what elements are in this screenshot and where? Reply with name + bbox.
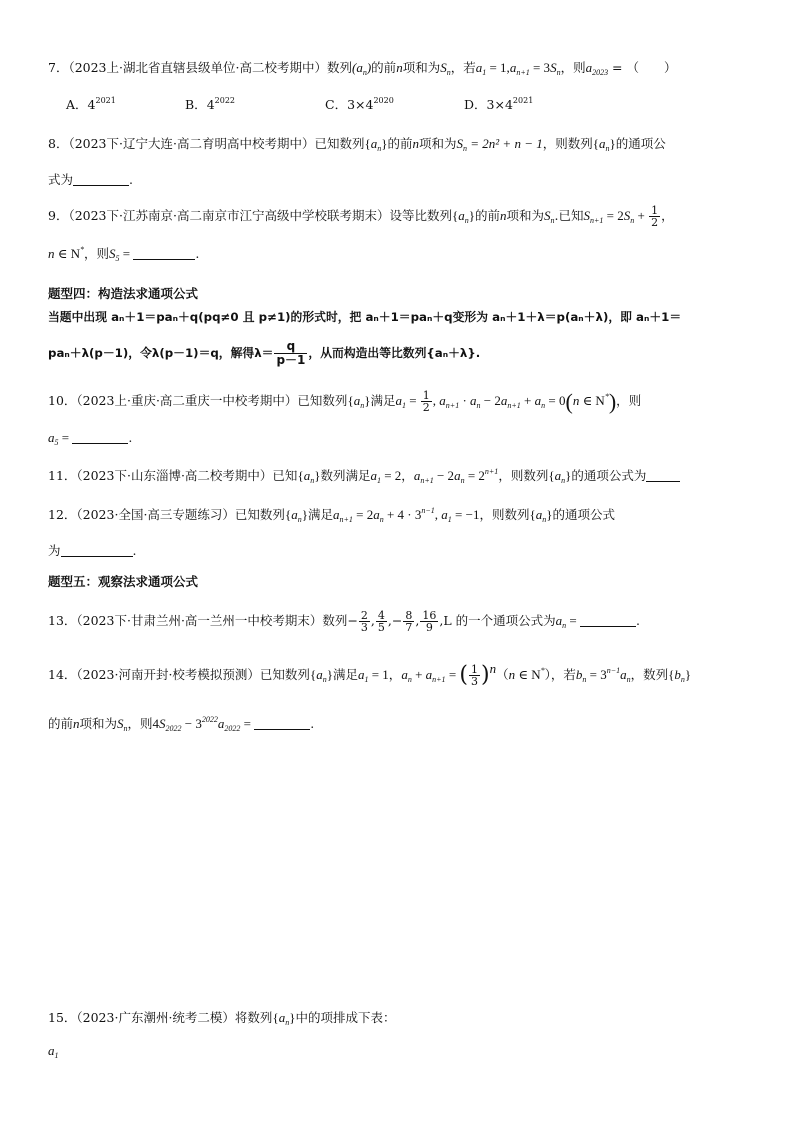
question-source: （2023·河南开封·校考模拟预测） [76,667,260,682]
section-heading-type5: 题型五：观察法求通项公式 [48,574,199,589]
question-source: （2023下·辽宁大连·高二育明高中校考期中） [68,136,315,151]
question-7: 7．（2023上·湖北省直辖县级单位·高二校考期中）数列$(a_n)$的前n项和为$S_n$，若$a_1 = 1,a_{n+1} = 3S_n$，则$a_{2023}$ = （ ） [48,60,677,77]
question-source: （2023·广东潮州·统考二模） [76,1010,235,1025]
option-b[interactable]: B．$4^{2022}$ [185,96,235,112]
answer-blank[interactable] [73,173,129,186]
question-source: （2023上·重庆·高二重庆一中校考期中） [76,393,298,408]
table-first-term: $a_1$ [48,1043,59,1060]
question-12: 12．（2023·全国·高三专题练习）已知数列$\{a_n\}$满足$a_{n+1} = 2a_n + 4 \cdot 3^{n-1}$, $a_1 = -1$，则数列$\{a_n\}$的通项公式 [48,506,615,524]
type4-description: 当题中出现 aₙ＋1＝paₙ＋q(pq≠0 且 p≠1)的形式时，把 aₙ＋1＝paₙ＋q变形为 aₙ＋1＋λ＝p(aₙ＋λ)，即 aₙ＋1＝ [48,310,682,324]
option-a[interactable]: A．$4^{2021}$ [66,96,116,112]
question-11: 11．（2023下·山东淄博·高二校考期中）已知$\{a_n\}$数列满足$a_1 = 2$，$a_{n+1} - 2a_n = 2^{n+1}$，则数列$\{a_n\}$的通项公式为 [48,466,747,486]
answer-blank[interactable] [254,717,310,730]
question-15: 15．（2023·广东潮州·统考二模）将数列$\{a_n\}$中的项排成下表： [48,1010,396,1027]
question-13: 13．（2023下·甘肃兰州·高一兰州一中校考期末）数列− $\frac{2}{3}$ , $\frac{4}{5}$ ,− $\frac{8}{7}$ , $\frac{16}{9}$ ,L 的一个通项公式为$a_n$ = . [48,609,640,634]
question-source: （2023下·山东淄博·高二校考期中） [76,468,273,483]
question-10: 10．（2023上·重庆·高二重庆一中校考期中）已知数列$\{a_n\}$满足$a_1$ = $\frac{1}{2}$ , $a_{n+1} \cdot a_n - 2a_{n+1} + a_n = 0(n$ ∈ N*)，则 [48,389,642,415]
option-d[interactable]: D．$3\times 4^{2021}$ [464,96,534,112]
question-source: （2023下·甘肃兰州·高一兰州一中校考期末） [76,613,323,628]
question-14: 14．（2023·河南开封·校考模拟预测）已知数列$\{a_n\}$满足$a_1 = 1$，$a_n + a_{n+1}$ = ( $\frac{1}{3}$ )$^n$（n ∈ N*），若$b_n = 3^{n-1}a_n$，数列$\{b_n\}$ [48,661,692,688]
option-c[interactable]: C．$3\times 4^{2020}$ [325,96,394,112]
question-source: （2023·全国·高三专题练习） [76,507,235,522]
answer-blank[interactable] [646,469,680,482]
question-8: 8．（2023下·辽宁大连·高二育明高中校考期中）已知数列$\{a_n\}$的前n项和为$S_n = 2n^2 + n - 1$，则数列$\{a_n\}$的通项公 [48,136,666,153]
section-heading-type4: 题型四：构造法求通项公式 [48,286,199,301]
question-9: 9．（2023下·江苏南京·高二南京市江宁高级中学校联考期末）设等比数列$\{a_n\}$的前n项和为$S_n$.已知$S_{n+1} = 2S_n$ + $\frac{1}{2}$ ， [48,204,674,229]
answer-blank[interactable] [580,614,636,627]
question-source: （2023下·江苏南京·高二南京市江宁高级中学校联考期末） [68,208,390,223]
question-source: （2023上·湖北省直辖县级单位·高二校考期中） [68,60,327,75]
answer-blank[interactable] [72,431,128,444]
answer-blank[interactable] [61,544,133,557]
answer-blank[interactable] [133,247,195,260]
